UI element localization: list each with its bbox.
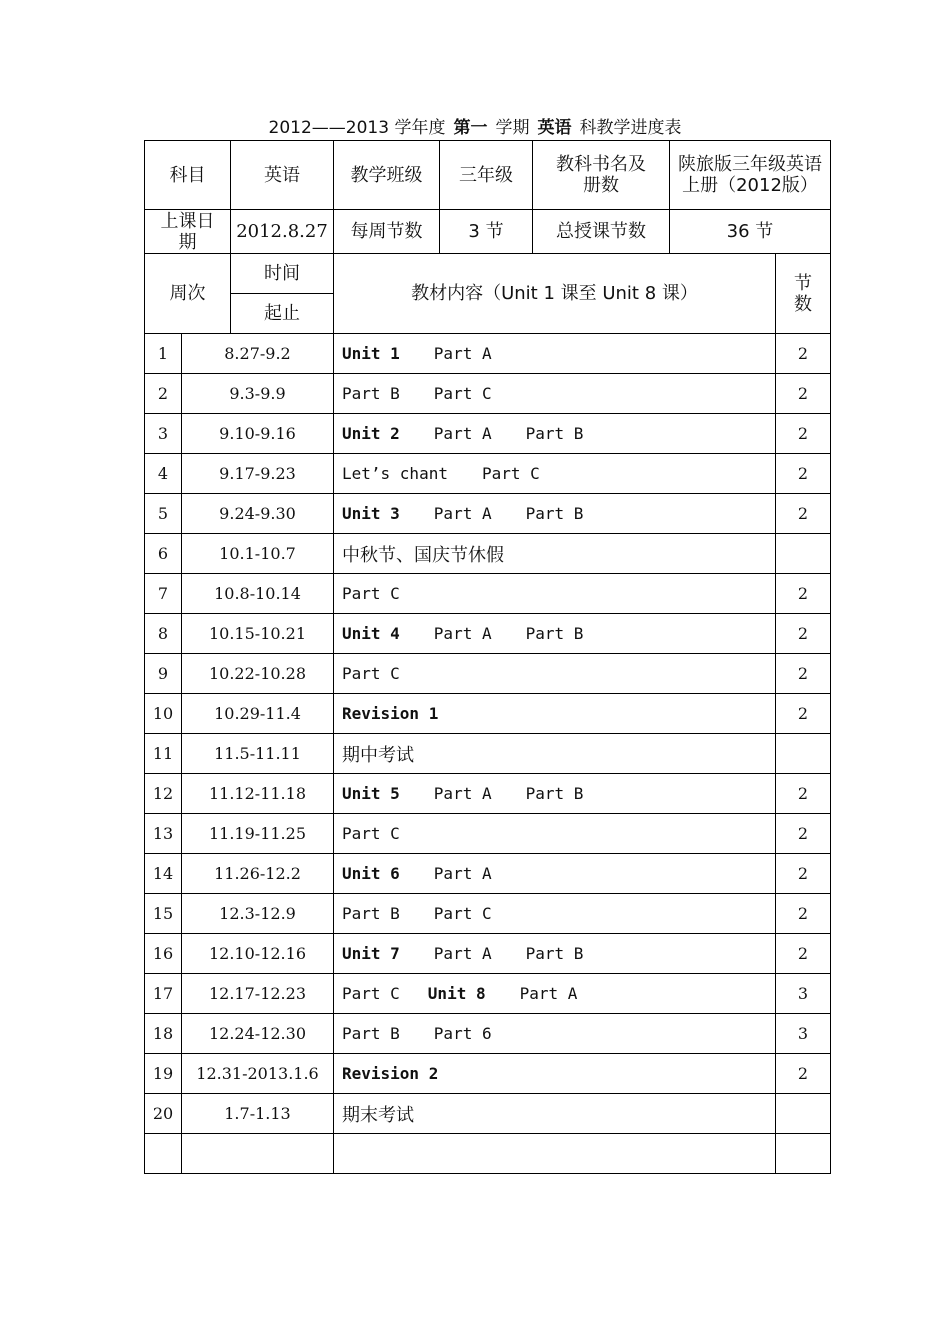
part-label: Part B [525, 944, 584, 963]
unit-label: Unit 8 [427, 984, 486, 1003]
date-range: 11.12-11.18 [182, 774, 334, 814]
week-number: 17 [145, 974, 182, 1014]
lesson-content [334, 654, 776, 694]
time-label: 时间 [231, 254, 334, 294]
lesson-content [334, 1134, 776, 1174]
table-row [145, 854, 831, 894]
date-range: 11.19-11.25 [182, 814, 334, 854]
start-date-label: 上课日期 [145, 210, 231, 254]
date-range: 10.29-11.4 [182, 694, 334, 734]
date-range: 12.3-12.9 [182, 894, 334, 934]
lesson-hours: 3 [776, 974, 831, 1014]
week-number: 11 [145, 734, 182, 774]
date-range: 10.1-10.7 [182, 534, 334, 574]
lesson-content [334, 454, 776, 494]
week-number: 13 [145, 814, 182, 854]
lesson-content [334, 894, 776, 934]
total-hours-value: 36 节 [670, 210, 831, 254]
week-number: 16 [145, 934, 182, 974]
range-label: 起止 [231, 294, 334, 334]
table-row [145, 374, 831, 414]
lesson-hours [776, 534, 831, 574]
class-label: 教学班级 [334, 141, 440, 210]
lesson-content [334, 374, 776, 414]
lesson-hours: 2 [776, 334, 831, 374]
table-row [145, 974, 831, 1014]
date-range: 11.5-11.11 [182, 734, 334, 774]
date-range: 12.31-2013.1.6 [182, 1054, 334, 1094]
part-label: Part C [342, 584, 400, 603]
part-label: Part A [433, 344, 492, 363]
textbook-value: 陕旅版三年级英语上册（2012版） [670, 141, 831, 210]
table-row [145, 734, 831, 774]
week-number: 6 [145, 534, 182, 574]
part-label: Part A [433, 424, 492, 443]
date-range: 9.24-9.30 [182, 494, 334, 534]
unit-label: Unit 4 [342, 624, 400, 643]
title-term-suffix: 学期 [495, 118, 530, 138]
table-row [145, 774, 831, 814]
part-label: Part B [342, 384, 400, 403]
date-range [182, 1134, 334, 1174]
week-number: 1 [145, 334, 182, 374]
table-row [145, 534, 831, 574]
subject-label: 科目 [145, 141, 231, 210]
table-row [145, 694, 831, 734]
lesson-hours: 2 [776, 934, 831, 974]
unit-label: Revision 1 [342, 704, 439, 723]
lesson-hours [776, 1094, 831, 1134]
lesson-content [334, 334, 776, 374]
lesson-content [334, 854, 776, 894]
lesson-content [334, 1094, 776, 1134]
table-row [145, 494, 831, 534]
week-label: 周次 [145, 254, 231, 334]
week-number [145, 1134, 182, 1174]
document-title [0, 116, 950, 140]
total-hours-label: 总授课节数 [533, 210, 670, 254]
lesson-hours: 2 [776, 654, 831, 694]
lesson-hours: 2 [776, 374, 831, 414]
week-number: 15 [145, 894, 182, 934]
lesson-hours: 2 [776, 1054, 831, 1094]
week-number: 20 [145, 1094, 182, 1134]
lesson-hours: 2 [776, 774, 831, 814]
part-label: Part C [433, 904, 492, 923]
part-label: Part C [342, 824, 400, 843]
lesson-note: 期中考试 [342, 744, 414, 766]
lesson-content [334, 414, 776, 454]
lesson-content [334, 1014, 776, 1054]
date-range: 8.27-9.2 [182, 334, 334, 374]
week-number: 10 [145, 694, 182, 734]
weekly-hours-value: 3 节 [440, 210, 533, 254]
lesson-hours: 3 [776, 1014, 831, 1054]
part-label: Part B [525, 784, 584, 803]
part-label: Part A [519, 984, 578, 1003]
week-number: 4 [145, 454, 182, 494]
part-label: Part C [342, 664, 400, 683]
unit-label: Unit 7 [342, 944, 400, 963]
lesson-hours: 2 [776, 854, 831, 894]
lesson-content [334, 574, 776, 614]
unit-label: Revision 2 [342, 1064, 439, 1083]
lesson-hours [776, 734, 831, 774]
week-number: 9 [145, 654, 182, 694]
date-range: 9.10-9.16 [182, 414, 334, 454]
table-row [145, 454, 831, 494]
part-label: Part C [342, 984, 400, 1003]
week-number: 18 [145, 1014, 182, 1054]
table-row [145, 1054, 831, 1094]
table-row [145, 574, 831, 614]
part-label: Part C [481, 464, 540, 483]
lesson-note: 中秋节、国庆节休假 [342, 544, 504, 566]
date-range: 12.17-12.23 [182, 974, 334, 1014]
table-row [145, 654, 831, 694]
lesson-hours [776, 1134, 831, 1174]
table-row [145, 894, 831, 934]
date-range: 9.17-9.23 [182, 454, 334, 494]
part-label: Part A [433, 864, 492, 883]
lesson-hours: 2 [776, 494, 831, 534]
date-range: 10.22-10.28 [182, 654, 334, 694]
lesson-note: 期末考试 [342, 1104, 414, 1126]
start-date-value: 2012.8.27 [231, 210, 334, 254]
lesson-content [334, 494, 776, 534]
lesson-content [334, 934, 776, 974]
part-label: Part A [433, 784, 492, 803]
lesson-hours: 2 [776, 694, 831, 734]
class-value: 三年级 [440, 141, 533, 210]
lesson-content [334, 734, 776, 774]
lesson-content [334, 1054, 776, 1094]
part-label: Part C [433, 384, 492, 403]
table-row [145, 1134, 831, 1174]
table-row [145, 1014, 831, 1054]
part-label: Part A [433, 504, 492, 523]
table-row [145, 814, 831, 854]
part-label: Part A [433, 624, 492, 643]
hours-label: 节数 [776, 254, 831, 334]
unit-label: Unit 6 [342, 864, 400, 883]
part-label: Part 6 [433, 1024, 492, 1043]
week-number: 7 [145, 574, 182, 614]
week-number: 5 [145, 494, 182, 534]
title-subject: 英语 [537, 118, 572, 138]
textbook-label: 教科书名及册数 [533, 141, 670, 210]
date-range: 1.7-1.13 [182, 1094, 334, 1134]
date-range: 11.26-12.2 [182, 854, 334, 894]
lesson-hours: 2 [776, 574, 831, 614]
title-year: 2012——2013 学年度 [268, 118, 446, 138]
lesson-content [334, 614, 776, 654]
part-label: Part B [525, 504, 584, 523]
lesson-content [334, 814, 776, 854]
header-table [144, 140, 831, 334]
part-label: Part B [342, 904, 400, 923]
lesson-content [334, 694, 776, 734]
table-row [145, 414, 831, 454]
schedule-table [144, 333, 831, 1174]
table-row [145, 334, 831, 374]
week-number: 2 [145, 374, 182, 414]
date-range: 10.8-10.14 [182, 574, 334, 614]
unit-label: Unit 5 [342, 784, 400, 803]
week-number: 3 [145, 414, 182, 454]
date-range: 12.24-12.30 [182, 1014, 334, 1054]
week-number: 14 [145, 854, 182, 894]
lesson-content [334, 774, 776, 814]
lesson-hours: 2 [776, 614, 831, 654]
part-label: Part B [525, 424, 584, 443]
weekly-hours-label: 每周节数 [334, 210, 440, 254]
lesson-content [334, 974, 776, 1014]
unit-label: Unit 1 [342, 344, 400, 363]
lesson-hours: 2 [776, 814, 831, 854]
lesson-hours: 2 [776, 454, 831, 494]
lesson-hours: 2 [776, 414, 831, 454]
table-row [145, 1094, 831, 1134]
content-label: 教材内容（Unit 1 课至 Unit 8 课） [334, 254, 776, 334]
part-label: Part A [433, 944, 492, 963]
week-number: 12 [145, 774, 182, 814]
title-suffix: 科教学进度表 [579, 118, 682, 138]
unit-label: Unit 3 [342, 504, 400, 523]
lesson-content [334, 534, 776, 574]
lesson-hours: 2 [776, 894, 831, 934]
unit-label: Unit 2 [342, 424, 400, 443]
date-range: 9.3-9.9 [182, 374, 334, 414]
week-number: 8 [145, 614, 182, 654]
table-row [145, 934, 831, 974]
title-term: 第一 [453, 118, 488, 138]
part-label: Part B [525, 624, 584, 643]
week-number: 19 [145, 1054, 182, 1094]
part-label: Part B [342, 1024, 400, 1043]
subject-value: 英语 [231, 141, 334, 210]
date-range: 10.15-10.21 [182, 614, 334, 654]
part-label: Let’s chant [342, 464, 448, 483]
table-row [145, 614, 831, 654]
date-range: 12.10-12.16 [182, 934, 334, 974]
